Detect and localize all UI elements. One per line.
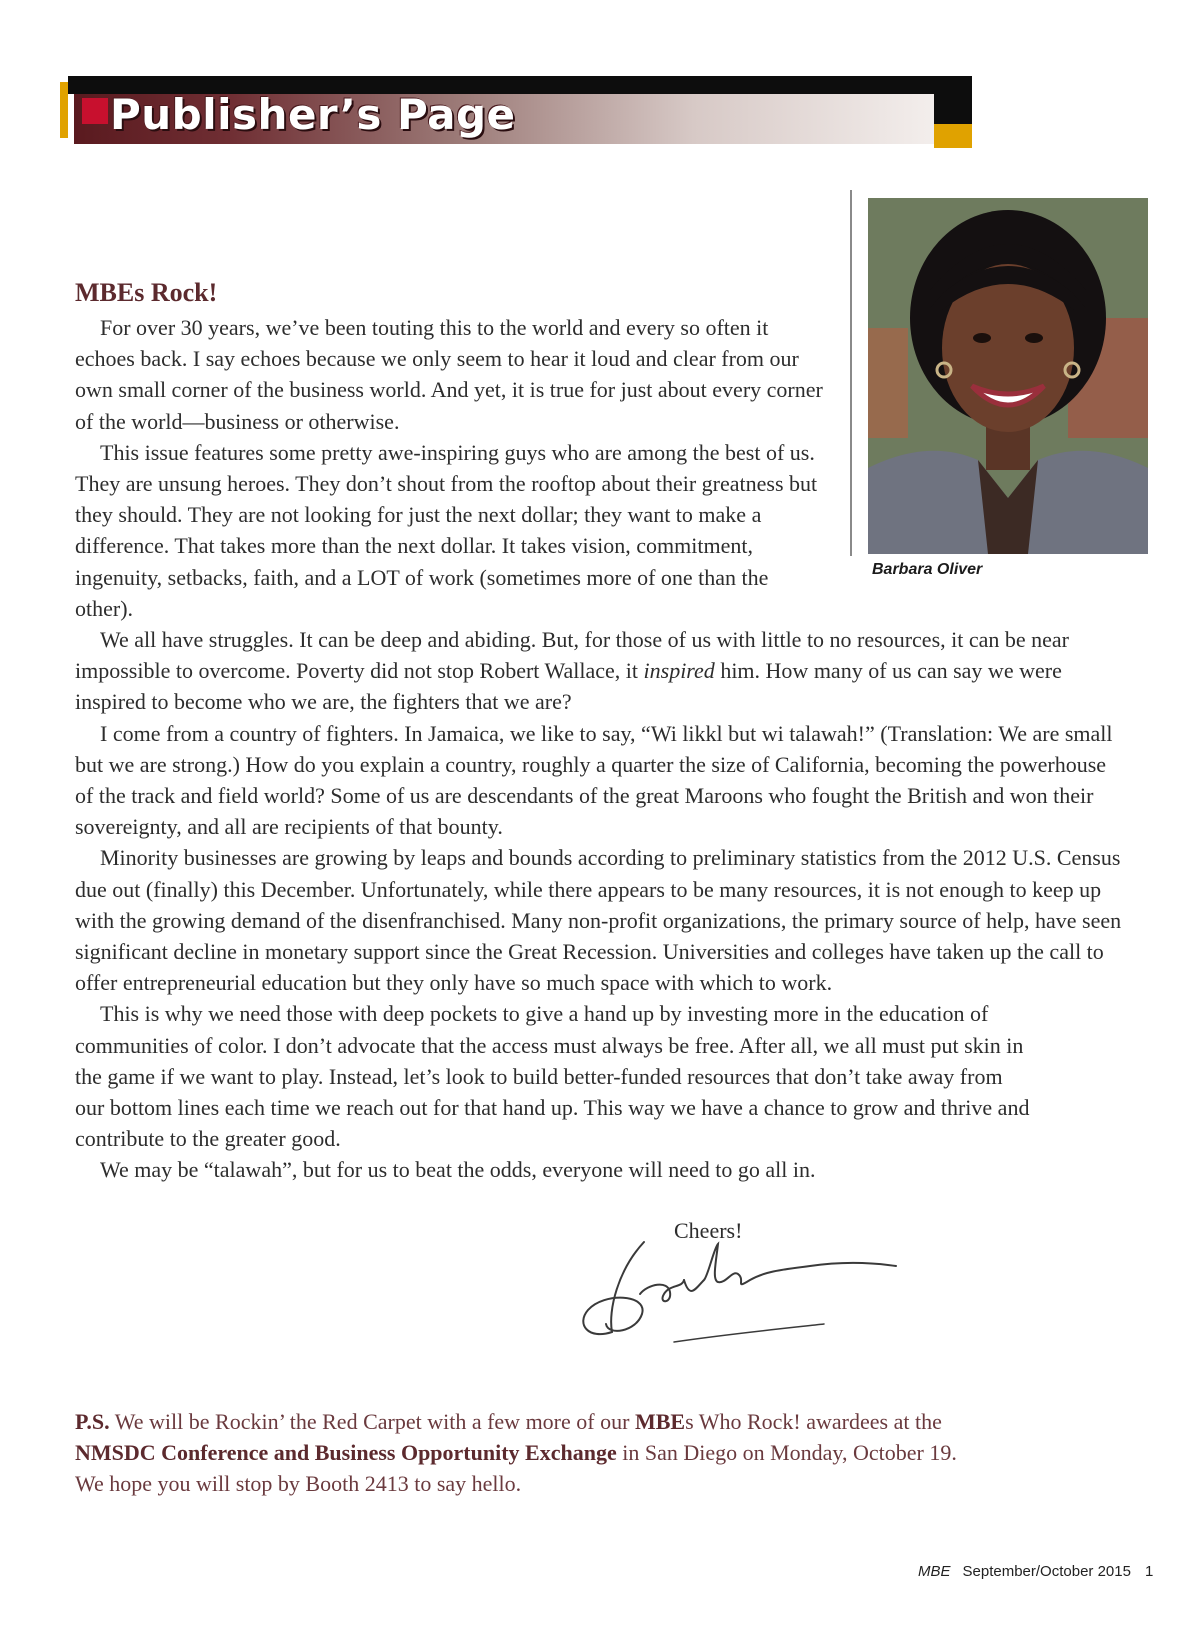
article-heading: MBEs Rock!	[75, 278, 218, 307]
article-paragraph: This issue features some pretty awe-inspiring guys who are among the best of us. They are unsung heroes. They don’t shout from the rooftop about their greatness but they should. They are not looking for just the next dollar; they want to make a difference. That takes more than the next dollar. It takes vision, commitment, ingenuity, setbacks, faith, and a LOT of work (sometimes more of one than the other).	[75, 439, 818, 621]
footer-magazine-name: MBE	[918, 1563, 951, 1580]
article-paragraph: We all have struggles. It can be deep and abiding. But, for those of us with little to no resources, it can be near impossible to overcome. Poverty did not stop Robert Wallace, it inspired him. How many of us can say we were inspired to become who we are, the fighters that we are?	[75, 627, 1069, 715]
article-paragraph: I come from a country of fighters. In Jamaica, we like to say, “Wi likkl but wi talawah!” (Translation: We are small but we are strong.) How do you explain a country, roughly a quarter the size of California, becoming the powerhouse of the track and field world? Some of us are descendants of the great Maroons who fought the British and won their sovereignty, and all are recipients of that bounty.	[75, 720, 1113, 840]
article-paragraph: For over 30 years, we’ve been touting this to the world and every so often it echoes back. I say echoes because we only seem to hear it loud and clear from our own small corner of the business world. And yet, it is true for just about every corner of the world—business or otherwise.	[75, 315, 823, 434]
emphasis-text: inspired	[643, 658, 715, 684]
banner-gold-accent-right	[934, 124, 972, 148]
footer-issue-date: September/October 2015	[962, 1563, 1131, 1580]
signoff-text: Cheers!	[674, 1218, 743, 1243]
article-body	[75, 312, 1125, 1186]
ps-event-name: NMSDC Conference and Business Opportunity Exchange	[75, 1440, 617, 1466]
footer-page-number: 1	[1144, 1563, 1154, 1580]
article-paragraph: Minority businesses are growing by leaps and bounds according to preliminary statistics from the 2012 U.S. Census due out (finally) this December. Unfortunately, while there appears to be many resources, it is not enough to keep up with the growing demand of the disenfranchised. Many non-profit organizations, the primary source of help, have seen significant decline in monetary support since the Great Recession. Universities and colleges have taken up the call to offer entrepreneurial education but they only have so much space with which to work.	[75, 845, 1122, 996]
publishers-page-banner	[60, 76, 972, 150]
page-title: Publisher’s Page	[110, 90, 516, 139]
ps-booth-note: We hope you will stop by Booth 2413 to say hello.	[75, 1471, 522, 1497]
banner-red-square	[82, 98, 108, 124]
photo-caption: Barbara Oliver	[872, 561, 983, 578]
postscript: P.S. We will be Rockin’ the Red Carpet with a few more of our MBEs Who Rock! awardees at the NMSDC Conference and Business Opportunity Exchange in San Diego on Monday, October 19. We hope you will stop by Booth 2413 to say hello.	[75, 1409, 957, 1497]
article-paragraph: This is why we need those with deep pockets to give a hand up by investing more in the education of communities of color. I don’t advocate that the access must always be free. After all, we all must put skin in the game if we want to play. Instead, let’s look to build better-funded resources that don’t take away from our bottom lines each time we reach out for that hand up. This way we have a chance to grow and thrive and contribute to the greater good.	[75, 1001, 1030, 1152]
ps-label: P.S.	[75, 1409, 110, 1434]
ps-mbe-bold: MBE	[634, 1409, 686, 1434]
page-footer	[918, 1563, 1153, 1580]
article-paragraph: We may be “talawah”, but for us to beat the odds, everyone will need to go all in.	[100, 1157, 816, 1183]
banner-black-accent-right	[934, 94, 972, 124]
handwritten-signature	[578, 1240, 898, 1355]
banner-gold-accent-left	[60, 82, 68, 138]
